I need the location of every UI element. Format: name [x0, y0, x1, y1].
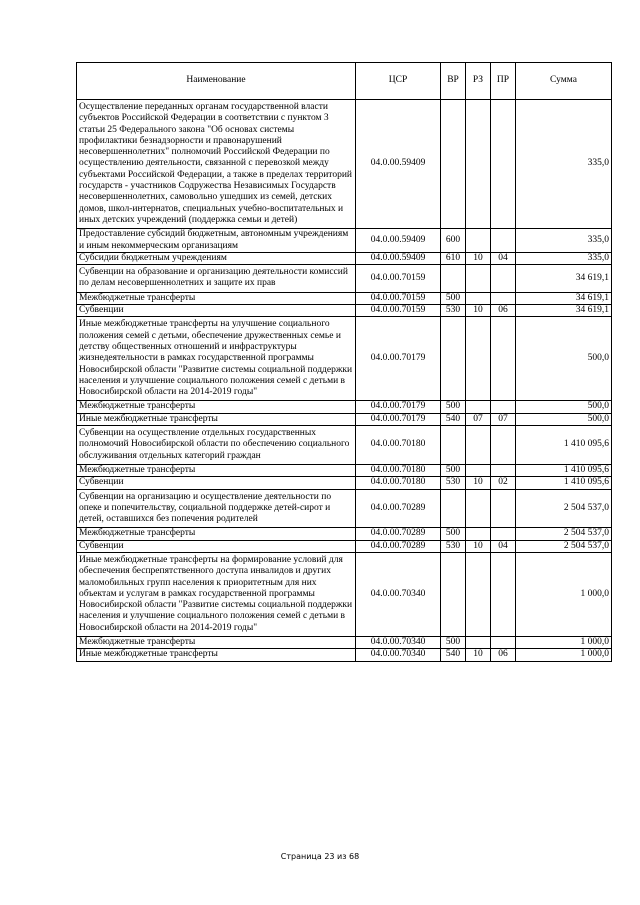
row-vr: 500: [441, 292, 466, 304]
row-csr: 04.0.00.59409: [356, 229, 441, 253]
row-vr: 500: [441, 401, 466, 413]
row-sum: 2 504 537,0: [516, 528, 612, 540]
table-row: [77, 637, 612, 649]
row-pr: [491, 489, 516, 528]
row-name: Иные межбюджетные трансферты: [77, 649, 356, 661]
header-pr: ПР: [491, 63, 516, 100]
table-row: [77, 528, 612, 540]
row-pr: [491, 528, 516, 540]
table-row: [77, 477, 612, 489]
row-pr: [491, 265, 516, 293]
table-row: [77, 229, 612, 253]
row-rz: [466, 100, 491, 229]
row-csr: 04.0.00.70180: [356, 464, 441, 476]
row-name: Субвенции: [77, 305, 356, 317]
row-vr: 500: [441, 464, 466, 476]
row-vr: 530: [441, 305, 466, 317]
row-vr: [441, 317, 466, 401]
row-pr: [491, 552, 516, 636]
row-rz: [466, 489, 491, 528]
table-row: [77, 317, 612, 401]
row-name: Межбюджетные трансферты: [77, 401, 356, 413]
row-sum: 2 504 537,0: [516, 540, 612, 552]
budget-table: [76, 62, 612, 662]
row-vr: [441, 265, 466, 293]
header-sum: Сумма: [516, 63, 612, 100]
row-rz: 10: [466, 252, 491, 264]
row-csr: 04.0.00.59409: [356, 252, 441, 264]
row-pr: [491, 100, 516, 229]
row-sum: 500,0: [516, 413, 612, 425]
row-vr: [441, 426, 466, 465]
row-sum: 1 000,0: [516, 637, 612, 649]
row-vr: 610: [441, 252, 466, 264]
row-csr: 04.0.00.59409: [356, 100, 441, 229]
row-name: Межбюджетные трансферты: [77, 637, 356, 649]
row-sum: 1 410 095,6: [516, 464, 612, 476]
row-rz: [466, 528, 491, 540]
row-csr: 04.0.00.70289: [356, 489, 441, 528]
table-row: [77, 426, 612, 465]
row-rz: 10: [466, 649, 491, 661]
row-sum: 2 504 537,0: [516, 489, 612, 528]
row-name: Иные межбюджетные трансферты: [77, 413, 356, 425]
row-sum: 34 619,1: [516, 265, 612, 293]
row-name: Иные межбюджетные трансферты на улучшение социального положения семей с детьми, обеспечение дружественных семье и детству общественных отношений и инфраструктуры жизнедеятельности в рамках государственной программы Новосибирской области "Развитие системы социальной поддержки населения и улучшение социального положения семей с детьми в Новосибирской области на 2014-2019 годы": [77, 317, 356, 401]
row-name: Субвенции на осуществление отдельных государственных полномочий Новосибирской области по обеспечению социального обслуживания отдельных категорий граждан: [77, 426, 356, 465]
row-pr: 04: [491, 540, 516, 552]
row-rz: [466, 637, 491, 649]
row-rz: [466, 229, 491, 253]
row-sum: 500,0: [516, 401, 612, 413]
row-pr: 06: [491, 305, 516, 317]
row-name: Субвенции на организацию и осуществление деятельности по опеке и попечительству, социальной поддержке детей-сирот и детей, оставшихся без попечения родителей: [77, 489, 356, 528]
row-rz: [466, 317, 491, 401]
row-rz: [466, 426, 491, 465]
table-header: [77, 63, 612, 100]
table-row: [77, 292, 612, 304]
table-row: [77, 305, 612, 317]
row-sum: 335,0: [516, 100, 612, 229]
row-csr: 04.0.00.70159: [356, 292, 441, 304]
row-csr: 04.0.00.70159: [356, 265, 441, 293]
row-vr: [441, 552, 466, 636]
row-vr: [441, 100, 466, 229]
row-sum: 500,0: [516, 317, 612, 401]
header-rz: РЗ: [466, 63, 491, 100]
table-row: [77, 489, 612, 528]
row-vr: 500: [441, 528, 466, 540]
row-rz: [466, 464, 491, 476]
row-rz: [466, 401, 491, 413]
row-sum: 335,0: [516, 229, 612, 253]
row-csr: 04.0.00.70159: [356, 305, 441, 317]
table-body: [77, 100, 612, 662]
row-name: Субсидии бюджетным учреждениям: [77, 252, 356, 264]
row-name: Межбюджетные трансферты: [77, 528, 356, 540]
table-row: [77, 401, 612, 413]
row-sum: 1 000,0: [516, 552, 612, 636]
row-pr: [491, 426, 516, 465]
row-pr: [491, 317, 516, 401]
row-vr: 540: [441, 413, 466, 425]
table-row: [77, 464, 612, 476]
row-vr: 540: [441, 649, 466, 661]
row-sum: 1 000,0: [516, 649, 612, 661]
header-csr: ЦСР: [356, 63, 441, 100]
row-sum: 335,0: [516, 252, 612, 264]
row-name: Субвенции: [77, 540, 356, 552]
row-pr: [491, 637, 516, 649]
row-pr: 04: [491, 252, 516, 264]
row-csr: 04.0.00.70289: [356, 540, 441, 552]
row-rz: 07: [466, 413, 491, 425]
table-row: [77, 252, 612, 264]
row-vr: 530: [441, 540, 466, 552]
row-csr: 04.0.00.70289: [356, 528, 441, 540]
row-csr: 04.0.00.70340: [356, 649, 441, 661]
row-csr: 04.0.00.70179: [356, 317, 441, 401]
table-row: [77, 100, 612, 229]
row-pr: [491, 464, 516, 476]
row-sum: 34 619,1: [516, 292, 612, 304]
row-sum: 1 410 095,6: [516, 426, 612, 465]
header-name: Наименование: [77, 63, 356, 100]
row-name: Субвенции: [77, 477, 356, 489]
row-vr: 600: [441, 229, 466, 253]
row-name: Осуществление переданных органам государственной власти субъектов Российской Федерации в соответствии с пунктом 3 статьи 25 Федерального закона "Об основах системы профилактики безнадзорности и правонарушений несовершеннолетних" полномочий Российской Федерации по осуществлению деятельности, связанной с перевозкой между субъектами Российской Федерации, а также в пределах территорий государств - участников Содружества Независимых Государств несовершеннолетних, самовольно ушедших из семей, детских домов, школ-интернатов, специальных учебно-воспитательных и иных детских учреждений (поддержка семьи и детей): [77, 100, 356, 229]
table-row: [77, 540, 612, 552]
table-row: [77, 413, 612, 425]
row-rz: [466, 265, 491, 293]
row-rz: [466, 292, 491, 304]
row-csr: 04.0.00.70179: [356, 413, 441, 425]
table-row: [77, 552, 612, 636]
row-sum: 34 619,1: [516, 305, 612, 317]
row-pr: 06: [491, 649, 516, 661]
row-sum: 1 410 095,6: [516, 477, 612, 489]
row-csr: 04.0.00.70180: [356, 477, 441, 489]
table-row: [77, 265, 612, 293]
row-pr: [491, 401, 516, 413]
row-pr: 02: [491, 477, 516, 489]
page-number: Страница 23 из 68: [280, 852, 360, 861]
table-row: [77, 649, 612, 661]
row-csr: 04.0.00.70180: [356, 426, 441, 465]
row-rz: 10: [466, 477, 491, 489]
row-csr: 04.0.00.70179: [356, 401, 441, 413]
row-rz: 10: [466, 305, 491, 317]
row-name: Иные межбюджетные трансферты на формирование условий для обеспечения беспрепятственного доступа инвалидов и других маломобильных групп населения к приоритетным для них объектам и услугам в рамках государственной программы Новосибирской области "Развитие системы социальной поддержки населения и улучшение социального положения семей с детьми в Новосибирской области на 2014-2019 годы": [77, 552, 356, 636]
row-vr: 500: [441, 637, 466, 649]
row-name: Предоставление субсидий бюджетным, автономным учреждениям и иным некоммерческим организациям: [77, 229, 356, 253]
row-rz: [466, 552, 491, 636]
row-name: Субвенции на образование и организацию деятельности комиссий по делам несовершеннолетних и защите их прав: [77, 265, 356, 293]
row-vr: [441, 489, 466, 528]
row-pr: 07: [491, 413, 516, 425]
header-vr: ВР: [441, 63, 466, 100]
row-name: Межбюджетные трансферты: [77, 464, 356, 476]
row-csr: 04.0.00.70340: [356, 637, 441, 649]
row-rz: 10: [466, 540, 491, 552]
row-pr: [491, 229, 516, 253]
row-csr: 04.0.00.70340: [356, 552, 441, 636]
row-name: Межбюджетные трансферты: [77, 292, 356, 304]
row-pr: [491, 292, 516, 304]
row-vr: 530: [441, 477, 466, 489]
